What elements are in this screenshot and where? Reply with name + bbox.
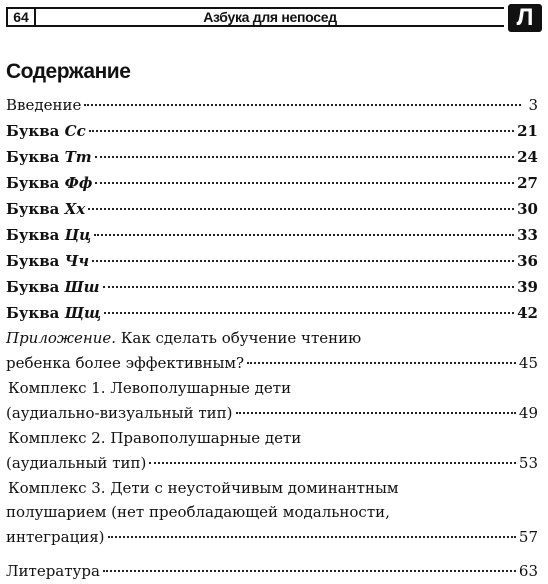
toc-entry-letter-name: Чч bbox=[64, 252, 90, 270]
toc-entry-letter bbox=[6, 222, 538, 248]
toc-entry-page: 45 bbox=[518, 354, 538, 372]
leader-dots bbox=[108, 536, 516, 538]
toc-entry-complex1-line2 bbox=[6, 400, 538, 426]
toc-entry-prefix: Буква bbox=[6, 122, 60, 140]
toc-entry-complex2-line1: Комплекс 2. Правополушарные дети bbox=[8, 429, 302, 447]
toc-entry-complex3-line1: Комплекс 3. Дети с неустойчивым доминантным bbox=[8, 479, 399, 497]
leader-dots bbox=[95, 156, 514, 158]
section-title: Содержание bbox=[6, 60, 131, 83]
toc-entry-letter bbox=[6, 248, 538, 274]
toc-entry-intro bbox=[6, 92, 538, 118]
table-of-contents bbox=[6, 92, 538, 584]
book-title: Азбука для непосед bbox=[203, 9, 337, 25]
toc-entry-label: ребенка более эффективным? bbox=[6, 354, 245, 372]
running-header bbox=[4, 4, 544, 32]
toc-entry-label: Введение bbox=[6, 96, 82, 114]
toc-entry-prefix: Буква bbox=[6, 200, 60, 218]
toc-entry-page: 36 bbox=[517, 252, 538, 270]
toc-entry-prefix: Буква bbox=[6, 148, 60, 166]
page-number: 64 bbox=[6, 7, 36, 27]
toc-entry-label: (аудиально-визуальный тип) bbox=[6, 404, 233, 422]
leader-dots bbox=[149, 462, 516, 464]
toc-entry-letter bbox=[6, 196, 538, 222]
toc-entry-page: 42 bbox=[517, 304, 538, 322]
toc-entry-prefix: Буква bbox=[6, 174, 60, 192]
toc-entry-letter-name: Щщ bbox=[64, 304, 102, 322]
toc-entry-letter bbox=[6, 300, 538, 326]
toc-entry-prefix: Буква bbox=[6, 278, 60, 296]
leader-dots bbox=[94, 234, 514, 236]
toc-entry-page: 63 bbox=[518, 562, 538, 580]
toc-entry-letter-name: Сс bbox=[64, 122, 86, 140]
toc-entry-appendix-line2 bbox=[6, 350, 538, 376]
appendix-label: Приложение. bbox=[6, 329, 117, 347]
toc-entry-label: интеграция) bbox=[6, 528, 105, 546]
toc-entry-page: 39 bbox=[517, 278, 538, 296]
toc-entry-page: 24 bbox=[517, 148, 538, 166]
appendix-title-part: Как сделать обучение чтению bbox=[116, 329, 362, 347]
toc-entry-letter-name: Фф bbox=[64, 174, 93, 192]
toc-entry-appendix-line1 bbox=[6, 326, 538, 350]
toc-entry-literature bbox=[6, 558, 538, 584]
toc-entry-page: 3 bbox=[528, 96, 538, 114]
leader-dots bbox=[236, 412, 516, 414]
toc-entry-complex2-line2 bbox=[6, 450, 538, 476]
toc-entry-page: 33 bbox=[517, 226, 538, 244]
toc-entry-complex3-line3 bbox=[6, 524, 538, 550]
toc-entry-letter-name: Шш bbox=[64, 278, 100, 296]
toc-entry-page: 30 bbox=[517, 200, 538, 218]
leader-dots bbox=[95, 182, 514, 184]
toc-entry-complex1-line1: Комплекс 1. Левополушарные дети bbox=[8, 379, 292, 397]
toc-entry-letter bbox=[6, 118, 538, 144]
toc-entry-letter bbox=[6, 274, 538, 300]
leader-dots bbox=[84, 104, 521, 106]
toc-entry-letter bbox=[6, 170, 538, 196]
leader-dots bbox=[103, 286, 515, 288]
toc-entry-prefix: Буква bbox=[6, 226, 60, 244]
toc-entry-letter-name: Хх bbox=[64, 200, 86, 218]
letter-badge: Л bbox=[508, 4, 542, 32]
leader-dots bbox=[103, 570, 516, 572]
toc-entry-letter bbox=[6, 144, 538, 170]
leader-dots bbox=[104, 312, 514, 314]
toc-entry-letter-name: Цц bbox=[64, 226, 92, 244]
toc-entry-label: Литература bbox=[6, 562, 100, 580]
toc-entry-complex3-line2: полушарием (нет преобладающей модальности, bbox=[6, 503, 390, 521]
leader-dots bbox=[92, 260, 514, 262]
toc-entry-page: 21 bbox=[517, 122, 538, 140]
toc-entry-page: 57 bbox=[518, 528, 538, 546]
header-rule bbox=[36, 7, 504, 27]
toc-entry-page: 53 bbox=[518, 454, 538, 472]
toc-entry-prefix: Буква bbox=[6, 252, 60, 270]
toc-entry-prefix: Буква bbox=[6, 304, 60, 322]
toc-entry-page: 27 bbox=[517, 174, 538, 192]
leader-dots bbox=[89, 130, 514, 132]
toc-entry-letter-name: Тт bbox=[64, 148, 92, 166]
toc-entry-label: (аудиальный тип) bbox=[6, 454, 147, 472]
toc-entry-page: 49 bbox=[518, 404, 538, 422]
leader-dots bbox=[247, 362, 516, 364]
leader-dots bbox=[88, 208, 514, 210]
